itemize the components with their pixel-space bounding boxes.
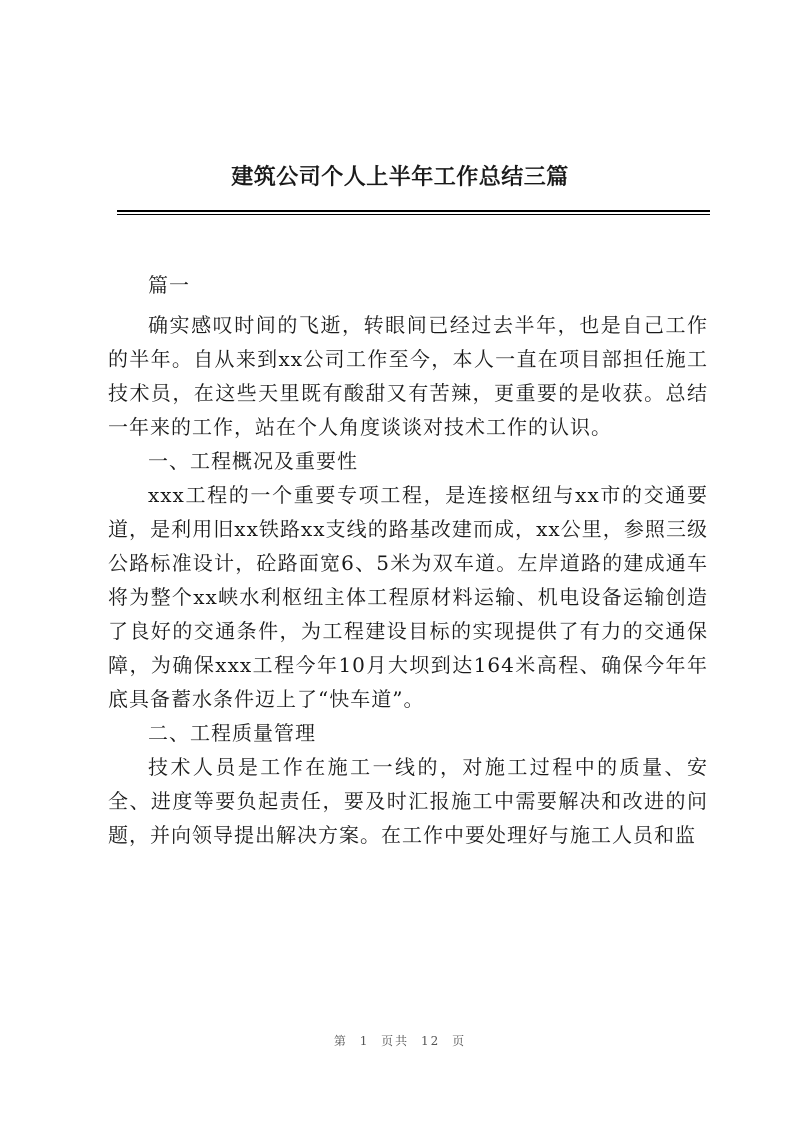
title-divider-thin bbox=[117, 214, 710, 215]
section-heading-overview: 一、工程概况及重要性 bbox=[148, 449, 358, 473]
page-total: 12 bbox=[421, 1034, 441, 1048]
paragraph-overview: xxx工程的一个重要专项工程，是连接枢纽与xx市的交通要道，是利用旧xx铁路xx支线的路基改建而成，xx公里，参照三级公路标准设计，砼路面宽6、5米为双车道。左岸道路的建成通车将为整个xx峡水利枢纽主体工程原材料运输、机电设备运输创造了良好的交通条件，为工程建设目标的实现提供了有力的交通保障，为确保xxx工程今年10月大坝到达164米高程、确保今年年底具备蓄水条件迈上了“快车道”。 bbox=[108, 483, 708, 711]
section-heading-quality: 二、工程质量管理 bbox=[148, 721, 316, 745]
page-label-prefix: 第 bbox=[333, 1034, 348, 1048]
page-current: 1 bbox=[359, 1034, 370, 1048]
title-divider-thick bbox=[117, 210, 710, 212]
document-body bbox=[108, 268, 708, 852]
page-label-suffix: 页 bbox=[452, 1034, 467, 1048]
paragraph-quality: 技术人员是工作在施工一线的，对施工过程中的质量、安全、进度等要负起责任，要及时汇报施工中需要解决和改进的问题，并向领导提出解决方案。在工作中要处理好与施工人员和监 bbox=[108, 755, 708, 847]
page-footer bbox=[0, 1032, 800, 1049]
paragraph-intro: 确实感叹时间的飞逝，转眼间已经过去半年，也是自己工作的半年。自从来到xx公司工作至今，本人一直在项目部担任施工技术员，在这些天里既有酸甜又有苦辣，更重要的是收获。总结一年来的工作，站在个人角度谈谈对技术工作的认识。 bbox=[108, 313, 708, 439]
document-title: 建筑公司个人上半年工作总结三篇 bbox=[231, 164, 569, 190]
section-heading-part-one: 篇一 bbox=[148, 273, 190, 297]
page-label-mid: 页共 bbox=[381, 1034, 410, 1048]
